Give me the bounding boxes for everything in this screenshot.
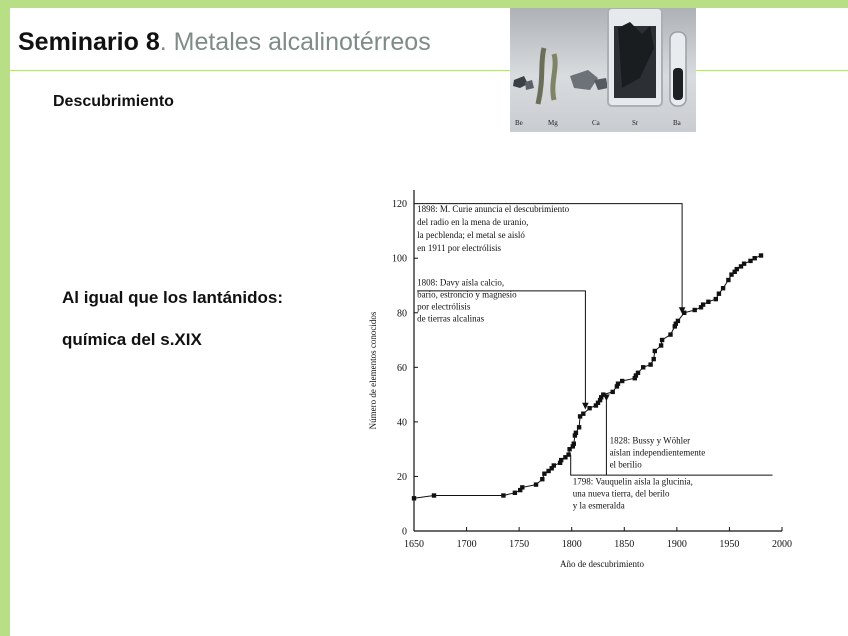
annotation-line: de tierras alcalinas <box>417 313 485 324</box>
data-point <box>641 365 645 369</box>
slide-title-bold: Seminario 8 <box>18 28 160 56</box>
data-point <box>748 259 752 263</box>
x-tick-label: 1800 <box>561 539 582 550</box>
annotation-1 <box>417 204 569 253</box>
annotation-line: 1808: Davy aísla calcio, <box>417 277 505 288</box>
data-point <box>572 442 576 446</box>
left-accent-band <box>0 0 10 636</box>
annotation-4 <box>573 477 693 511</box>
body-text-line-1: Al igual que los lantánidos: <box>62 288 284 307</box>
data-point <box>660 338 664 342</box>
annotation-line: en 1911 por electrólisis <box>417 242 502 253</box>
annotation-line: la pecblenda; el metal se aisló <box>417 229 525 240</box>
data-point <box>648 362 652 366</box>
annotation-line: y la esmeralda <box>572 500 625 511</box>
data-point <box>753 256 757 260</box>
data-point <box>412 496 416 500</box>
data-point <box>701 302 705 306</box>
y-tick-label: 60 <box>397 362 407 374</box>
data-point <box>620 379 624 383</box>
photo-label-mg: Mg <box>548 119 558 127</box>
data-point <box>501 493 505 497</box>
data-point <box>668 332 672 336</box>
data-point <box>542 472 546 476</box>
y-tick-label: 100 <box>392 253 407 265</box>
data-point <box>653 349 657 353</box>
data-point <box>616 382 620 386</box>
annotation-line: 1898: M. Curie anuncia el descubrimiento <box>417 203 570 214</box>
data-point <box>682 311 686 315</box>
slide-title-rest: . Metales alcalinotérreos <box>159 28 431 56</box>
data-point <box>513 491 517 495</box>
data-point <box>676 319 680 323</box>
annotation-line: del radio en la mena de uranio, <box>417 216 529 227</box>
y-axis-label: Número de elementos conocidos <box>368 311 378 430</box>
annotation-line: aíslan independientemente <box>609 447 706 458</box>
data-point <box>577 425 581 429</box>
data-point <box>552 463 556 467</box>
data-point <box>742 262 746 266</box>
data-point <box>574 431 578 435</box>
x-tick-label: 1900 <box>666 539 687 550</box>
data-point <box>652 357 656 361</box>
data-point <box>721 286 725 290</box>
data-point <box>520 485 524 489</box>
data-point <box>636 371 640 375</box>
slide-title <box>18 27 431 57</box>
photo-label-sr: Sr <box>632 119 639 127</box>
annotation-line: por electrólisis <box>417 301 471 312</box>
x-tick-label: 1750 <box>509 539 530 550</box>
section-heading: Descubrimiento <box>53 93 174 110</box>
annotation-line: 1798: Vauquelin aísla la glucinia, <box>572 476 693 487</box>
data-point <box>714 297 718 301</box>
photo-label-be: Be <box>515 119 523 127</box>
x-tick-label: 2000 <box>772 539 792 550</box>
data-point <box>566 452 570 456</box>
y-tick-label: 0 <box>402 526 407 538</box>
x-axis-label: Año de descubrimiento <box>560 559 644 569</box>
x-tick-label: 1700 <box>456 539 477 550</box>
annotation-3 <box>610 436 706 470</box>
data-point <box>726 278 730 282</box>
annotation-2 <box>417 277 517 323</box>
y-tick-label: 120 <box>392 199 407 211</box>
data-point <box>587 406 591 410</box>
data-point <box>559 458 563 462</box>
data-point <box>611 390 615 394</box>
x-tick-label: 1850 <box>614 539 635 550</box>
annotation-line: 1828: Bussy y Wöhler <box>609 435 691 446</box>
data-point <box>432 493 436 497</box>
data-point <box>717 292 721 296</box>
photo-label-ca: Ca <box>592 119 600 127</box>
elements-discovery-chart <box>362 182 802 582</box>
annotation-line: una nueva tierra, del berilo <box>572 488 670 499</box>
y-tick-label: 80 <box>397 308 407 320</box>
annotation-2-arrow <box>583 403 588 408</box>
y-tick-label: 20 <box>397 471 407 483</box>
data-point <box>706 300 710 304</box>
data-point <box>581 412 585 416</box>
x-tick-label: 1950 <box>719 539 740 550</box>
photo-label-ba: Ba <box>673 119 681 127</box>
data-point <box>735 267 739 271</box>
x-tick-label: 1650 <box>404 539 424 550</box>
body-text-line-2: química del s.XIX <box>62 330 202 349</box>
data-point <box>601 392 605 396</box>
alkaline-earth-metals-photo <box>510 8 696 132</box>
data-point <box>759 253 763 257</box>
y-tick-label: 40 <box>397 417 407 429</box>
annotation-line: el berilio <box>609 459 642 470</box>
data-point <box>659 343 663 347</box>
data-point <box>534 482 538 486</box>
data-point <box>540 477 544 481</box>
annotation-line: bario, estroncio y magnesio <box>417 289 517 300</box>
data-point <box>693 308 697 312</box>
